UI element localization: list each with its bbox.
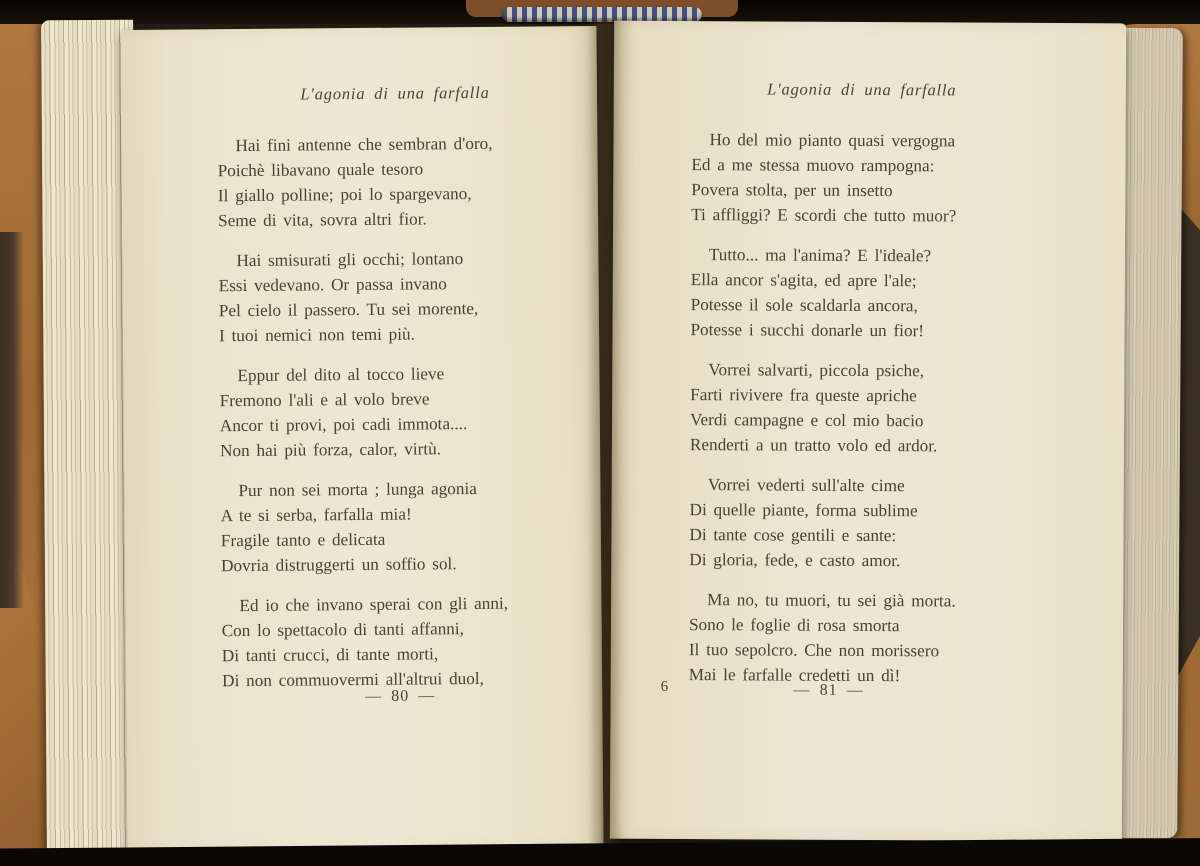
- poem-line: Seme di vita, sovra altri fior.: [218, 209, 427, 231]
- poem-line: Ti affliggi? E scordi che tutto muor?: [691, 205, 957, 226]
- poem-line: Tutto... ma l'anima? E l'ideale?: [708, 245, 932, 266]
- page-number: — 80 —: [365, 687, 436, 705]
- page-number: — 81 —: [793, 681, 864, 699]
- poem-line: Di tanti crucci, di tante morti,: [221, 644, 439, 666]
- leather-cover-left-shadow: [0, 232, 24, 608]
- poem-line: Renderti a un tratto volo ed ardor.: [689, 435, 938, 456]
- running-header: L'agonia di una farfalla: [767, 79, 957, 100]
- poem-line: Potesse i succhi donarle un fior!: [690, 320, 925, 341]
- poem-line: Dovria distruggerti un soffio sol.: [221, 554, 457, 576]
- poem-line: Hai fini antenne che sembran d'oro,: [235, 133, 493, 156]
- poem-line: Poichè libavano quale tesoro: [217, 159, 424, 181]
- left-page-text-block: [217, 82, 578, 708]
- stanza: [689, 587, 1030, 689]
- poem-line: Povera stolta, per un insetto: [691, 180, 893, 201]
- poem-line: Il tuo sepolcro. Che non morissero: [688, 640, 940, 661]
- poem-line: Vorrei salvarti, piccola psiche,: [708, 360, 925, 381]
- poem-line: I tuoi nemici non temi più.: [219, 324, 415, 346]
- poem-line: Verdi campagne e col mio bacio: [690, 410, 924, 431]
- poem-line: Con lo spettacolo di tanti affanni,: [221, 619, 465, 641]
- poem-line: Di gloria, fede, e casto amor.: [689, 550, 901, 571]
- poem-line: Sono le foglie di rosa smorta: [688, 615, 900, 636]
- poem-line: Mai le farfalle credetti un dì!: [688, 665, 901, 686]
- poem-line: Eppur del dito al tocco lieve: [237, 364, 445, 386]
- right-page: [610, 21, 1126, 842]
- poem-line: Hai smisurati gli occhi; lontano: [236, 249, 464, 271]
- headband: [502, 7, 702, 22]
- stanza: [690, 242, 1031, 344]
- poem-line: Ed a me stessa muovo rampogna:: [691, 155, 935, 176]
- poem-line: Di non commuovermi all'altrui duol,: [222, 668, 484, 691]
- poem-line: Ho del mio pianto quasi vergogna: [709, 130, 956, 151]
- stanza: [218, 245, 575, 348]
- poem-line: A te si serba, farfalla mia!: [220, 504, 412, 526]
- poem-line: Di tante cose gentili e sante:: [689, 525, 897, 546]
- poem-line: Pur non sei morta ; lunga agonia: [238, 479, 477, 501]
- running-header: L'agonia di una farfalla: [300, 82, 490, 104]
- left-page: [120, 26, 603, 852]
- poem-line: Pel cielo il passero. Tu sei morente,: [218, 298, 479, 321]
- right-page-text-block: [689, 79, 1032, 704]
- poem-line: Il giallo polline; poi lo spargevano,: [217, 184, 472, 206]
- poem-line: Vorrei vederti sull'alte cime: [707, 475, 905, 496]
- stanza: [220, 475, 577, 578]
- stanza: [217, 130, 574, 233]
- stanza: [689, 472, 1030, 574]
- poem-line: Essi vedevano. Or passa invano: [218, 274, 447, 296]
- poem-line: Fragile tanto e delicata: [220, 529, 386, 551]
- poem-line: Farti rivivere fra queste apriche: [690, 385, 917, 406]
- poem-line: Ed io che invano sperai con gli anni,: [239, 593, 509, 616]
- poem-line: Non hai più forza, calor, virtù.: [220, 439, 442, 461]
- poem-line: Fremono l'ali e al volo breve: [219, 389, 430, 411]
- poem-line: Di quelle piante, forma sublime: [689, 500, 918, 521]
- stanza: [691, 127, 1032, 229]
- stanza: [219, 360, 576, 463]
- poem-line: Potesse il sole scaldarla ancora,: [690, 295, 918, 316]
- signature-mark: 6: [660, 678, 669, 695]
- stanza: [690, 357, 1031, 459]
- poem-line: Ella ancor s'agita, ed apre l'ale;: [690, 270, 917, 291]
- poem-line: Ancor ti provi, poi cadi immota....: [219, 414, 468, 436]
- stanza: [221, 590, 578, 693]
- poem-line: Ma no, tu muori, tu sei già morta.: [707, 590, 956, 611]
